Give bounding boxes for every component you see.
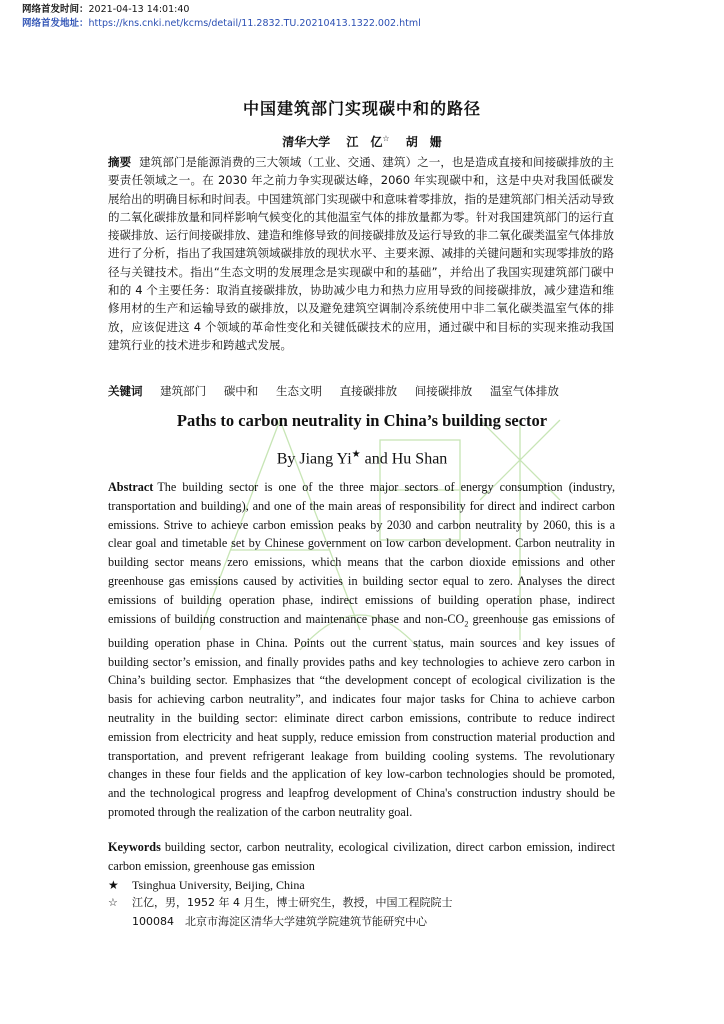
star-icon: ★ (351, 449, 361, 460)
english-title: Paths to carbon neutrality in China’s building sector (176, 411, 548, 430)
pub-time-label: 网络首发时间： (22, 4, 89, 15)
chinese-abstract-text: 建筑部门是能源消费的三大领域（工业、交通、建筑）之一，也是造成直接和间接碳排放的主要责任领域之一。在 2030 年之前力争实现碳达峰，2060 年实现碳中和，这是中央对我国低碳发展给出的明确目标和时间表。中国建筑部门实现碳中和意味着零排放，指的是建筑部门相关活动导致的二氧化碳排放量和同样影响气候变化的其他温室气体的排放量都为零。针对我国建筑部门的运行直接碳排放、运行间接碳排放、建造和维修导致的间接碳排放及运行导致的非二氧化碳类温室气体排放进行了分析，指出了我国建筑领域碳排放的现状水平、主要来源、减排的关键问题和实现零排放的路径与关键技术。指出“生态文明的发展理念是实现碳中和的基础”，并给出了我国实现建筑部门碳中和的 4 个主要任务：取消直接碳排放，协助减少电力和热力应用导致的间接碳排放，减少建造和维修用材的生产和运输导致的碳排放，以及避免建筑空调制冷系统使用中非二氧化碳类温室气体的排放，应该促进这 4 个领域的革命性变化和关键低碳技术的应用，通过碳中和目标的实现来推动我国建筑行业的技术进步和跨越式发展。 (108, 155, 615, 352)
author-1: 江 亿☆ (346, 134, 390, 149)
english-authors (0, 449, 724, 468)
co2-subscript: 2 (464, 619, 469, 629)
hollow-star-icon: ☆ (108, 896, 118, 909)
english-authors-suffix: and Hu Shan (364, 450, 448, 468)
footnote-author-bio (108, 894, 452, 912)
footnote-affiliation-text: Tsinghua University, Beijing, China (132, 878, 305, 892)
keyword-item: 碳中和 (223, 384, 259, 398)
english-keywords-label: Keywords (108, 840, 161, 854)
keyword-item: 生态文明 (275, 384, 322, 398)
english-abstract-text-1: The building sector is one of the three major sectors of energy consumption (industry, transportation and building), and one of the main areas of responsibility for direct and indirect carbon emissions. Strive to achieve carbon emission peaks by 2030 and carbon neutrality by 2060, this is a clear goal and timetable set by Chinese government on low carbon development. Carbon neutrality in building sector means zero emissions, which means that the carbon dioxide emissions and other greenhouse gas emissions caused by activities in building sector equal to zero. Analyses the direct emissions of building operation phase, indirect emissions of building operation phase, indirect emissions of building construction and maintenance phase and non-CO (108, 480, 615, 626)
chinese-abstract (108, 153, 614, 354)
english-abstract-label: Abstract (108, 480, 154, 494)
pub-addr-line (22, 17, 421, 31)
publication-meta (22, 3, 421, 31)
keyword-item: 建筑部门 (160, 384, 207, 398)
keyword-item: 温室气体排放 (489, 384, 559, 398)
affiliation: 清华大学 (282, 135, 331, 149)
chinese-title: 中国建筑部门实现碳中和的路径 (242, 99, 481, 118)
pub-time-line (22, 3, 421, 17)
english-keywords (108, 838, 615, 876)
keyword-item: 间接碳排放 (414, 384, 473, 398)
pub-time-value: 2021-04-13 14:01:40 (88, 4, 190, 15)
chinese-abstract-label: 摘要 (108, 155, 132, 169)
chinese-keywords-label: 关键词 (108, 384, 143, 398)
pub-addr-link[interactable]: https://kns.cnki.net/kcms/detail/11.2832.TU.20210413.1322.002.html (88, 18, 421, 29)
keyword-item: 直接碳排放 (339, 384, 398, 398)
author-2: 胡 姗 (405, 135, 442, 149)
footnote-affiliation (108, 876, 305, 894)
pub-addr-label: 网络首发地址： (22, 18, 89, 29)
star-icon: ★ (108, 878, 119, 892)
author-1-mark: ☆ (382, 134, 390, 143)
english-authors-prefix: By Jiang Yi (276, 450, 352, 468)
english-keywords-text: building sector, carbon neutrality, ecological civilization, direct carbon emission, indirect carbon emission, greenhouse gas emission (108, 840, 615, 873)
chinese-keywords (108, 383, 614, 399)
chinese-authors (0, 133, 724, 150)
english-abstract (108, 478, 615, 822)
footnote-author-bio-text: 江亿，男，1952 年 4 月生，博士研究生，教授，中国工程院院士 (132, 896, 453, 909)
english-abstract-text-2: greenhouse gas emissions of building operation phase in China. Points out the current status, main sources and key issues of building sector’s emission, and finally provides paths and key technologies to achieve zero carbon in China’s building sector. Emphasizes that “the development concept of ecological civilization is the basis for achieving carbon neutrality”, and indicates four major tasks for China to achieve carbon neutrality in the building sector: eliminate direct carbon emissions, contribute to reduce indirect emission from electricity and heat supply, reduce emission from construction material production and transportation, and prevent refrigerant leakage from building cooling systems. The revolutionary changes in these four fields and the application of key low-carbon technologies should be promoted, and the technological progress and leapfrog development of China's construction industry should be promoted through the realization of the carbon neutrality goal. (108, 611, 615, 819)
footnote-address: 100084 北京市海淀区清华大学建筑学院建筑节能研究中心 (132, 915, 427, 928)
